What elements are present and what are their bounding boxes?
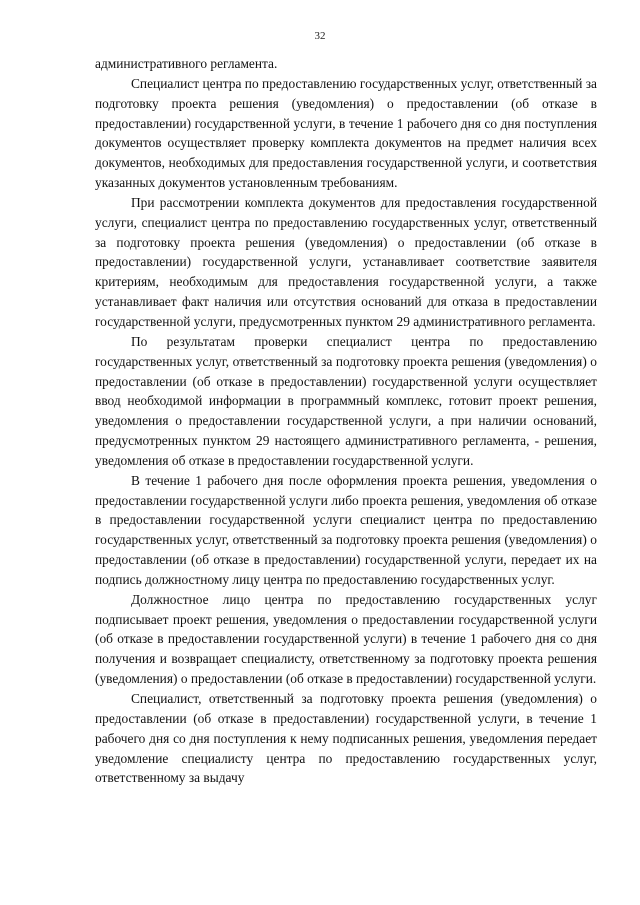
- paragraph-transfer-notification: Специалист, ответственный за подготовку проекта решения (уведомления) о предоставлении (об отказе в предоставлении) государственной услуги, в течение 1 рабочего дня со дня поступления к нему подписанных решения, уведомления передает уведомление специалисту центра по предоставлению государственных услуг, ответственному за выдачу: [95, 691, 597, 786]
- paragraph-continuation: административного регламента.: [95, 56, 278, 71]
- paragraph-prepare-decision: По результатам проверки специалист центра по предоставлению государственных услуг, ответственный за подготовку проекта решения (уведомления) о предоставлении (об отказе в предоставлении) государственной услуги осуществляет ввод необходимой информации в программный комплекс, готовит проект решения, уведомления о предоставлении государственной услуги, а при наличии оснований, предусмотренных пунктом 29 настоящего административного регламента, - решения, уведомления об отказе в предоставлении государственной услуги.: [95, 333, 597, 468]
- document-text: [95, 54, 597, 788]
- paragraph-review-criteria: При рассмотрении комплекта документов для предоставления государственной услуги, специалист центра по предоставлению государственных услуг, ответственный за подготовку проекта решения (уведомления) о предоставлении (об отказе в предоставлении) государственной услуги, устанавливает соответствие заявителя критериям, необходимым для предоставления государственной услуги, а также устанавливает факт наличия или отсутствия оснований для отказа в предоставлении государственной услуги, предусмотренных пунктом 29 административного регламента.: [95, 194, 597, 329]
- paragraph-document-check: Специалист центра по предоставлению государственных услуг, ответственный за подготовку проекта решения (уведомления) о предоставлении (об отказе в предоставлении) государственной услуги, в течение 1 рабочего дня со дня поступления документов осуществляет проверку комплекта документов на предмет наличия всех документов, необходимых для предоставления государственной услуги, и соответствия указанных документов установленным требованиям.: [95, 75, 597, 191]
- paragraph-official-signs: Должностное лицо центра по предоставлению государственных услуг подписывает проект решения, уведомления о предоставлении государственной услуги (об отказе в предоставлении государственной услуги) в течение 1 рабочего дня со дня получения и возвращает специалисту, ответственному за подготовку проекта решения (уведомления) о предоставлении (об отказе в предоставлении) государственной услуги.: [95, 591, 597, 687]
- paragraph-submit-for-signature: В течение 1 рабочего дня после оформления проекта решения, уведомления о предоставлении государственной услуги либо проекта решения, уведомления об отказе в предоставлении государственной услуги специалист центра по предоставлению государственных услуг, ответственный за подготовку проекта решения (уведомления) о предоставлении (об отказе в предоставлении) государственной услуги, передает их на подпись должностному лицу центра по предоставлению государственных услуг.: [95, 472, 597, 587]
- page-number: 32: [314, 30, 326, 42]
